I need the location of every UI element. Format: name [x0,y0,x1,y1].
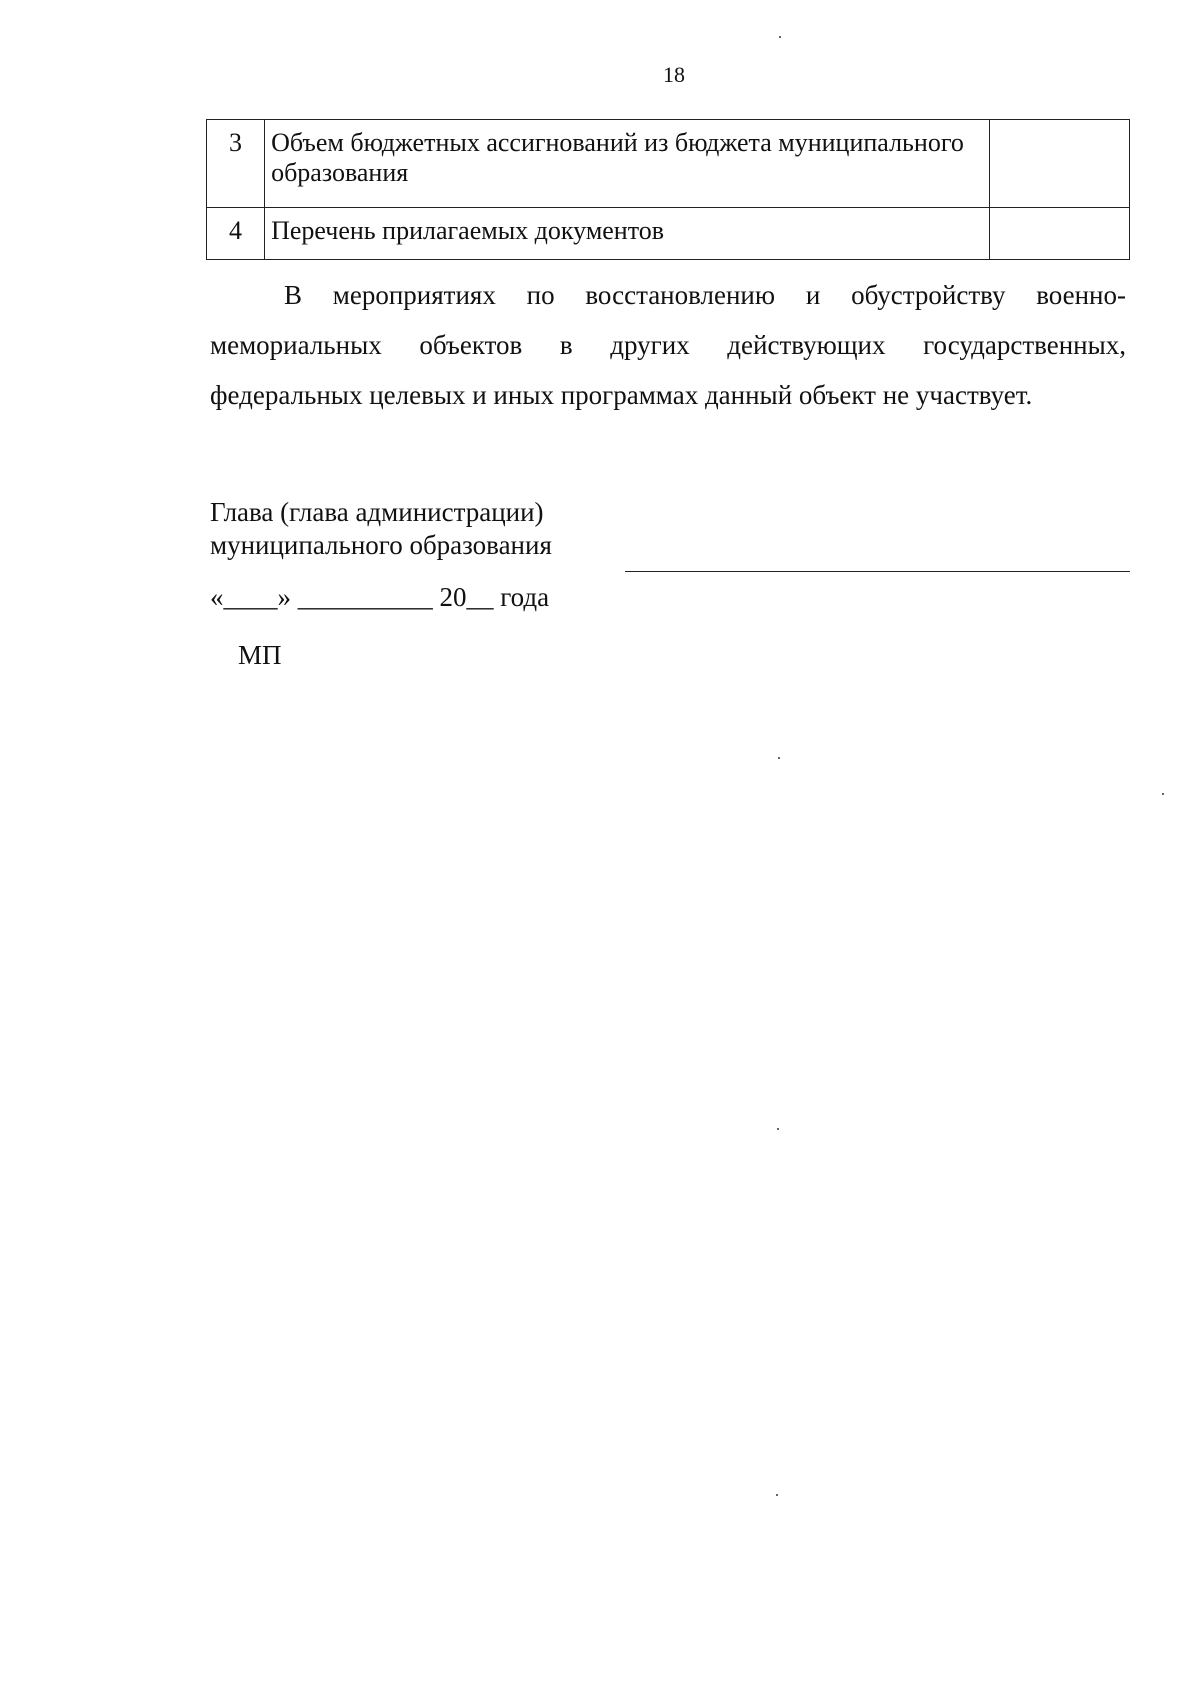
scan-speck [776,1494,778,1496]
table-row [207,120,1130,208]
scan-speck [777,1128,779,1130]
signatory-title-line: Глава (глава администрации) [210,497,544,527]
page-number: 18 [663,62,685,87]
signatory-title [210,496,552,562]
signatory-title-line: муниципального образования [210,530,552,560]
items-table [206,119,1130,260]
stamp-label: МП [238,640,282,670]
row-number: 4 [207,208,265,260]
row-number: 3 [207,120,265,208]
scan-speck [779,36,781,38]
row-value [989,120,1129,208]
row-label: Объем бюджетных ассигнований из бюджета муниципального образования [265,120,990,208]
scan-speck [778,757,780,759]
body-paragraph: В мероприятиях по восстановлению и обустройству военно-мемориальных объектов в других действующих государственных, федеральных целевых и иных программах данный объект не участвует. [210,280,1126,410]
row-label: Перечень прилагаемых документов [265,208,990,260]
table-row [207,208,1130,260]
row-value [989,208,1129,260]
scan-speck [1162,793,1164,795]
date-line: «____» __________ 20__ года [210,582,550,612]
signature-line [625,571,1130,572]
